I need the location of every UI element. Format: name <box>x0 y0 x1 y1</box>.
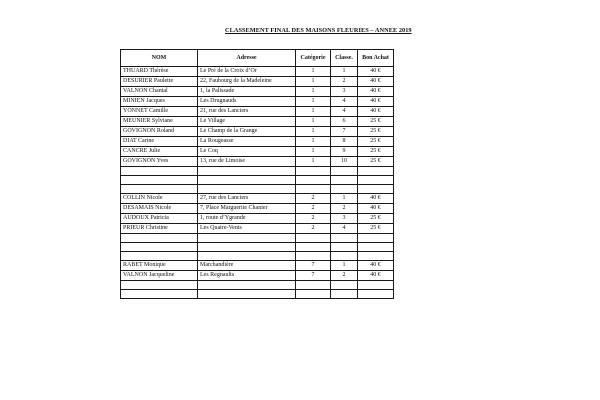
cell-nom: VALNON Chantal <box>121 87 198 97</box>
cell-bon-achat: 40 € <box>358 87 394 97</box>
blank-cell <box>296 185 331 194</box>
blank-cell <box>296 234 331 243</box>
blank-cell <box>358 290 394 299</box>
cell-nom: DESAMAIS Nicole <box>121 204 198 214</box>
cell-bon-achat: 40 € <box>358 194 394 204</box>
table-row <box>121 214 394 224</box>
cell-classe: 3 <box>331 214 358 224</box>
blank-cell <box>198 281 296 290</box>
cell-categorie: 2 <box>296 194 331 204</box>
table-row <box>121 127 394 137</box>
blank-row <box>121 243 394 252</box>
blank-cell <box>331 234 358 243</box>
cell-classe: 4 <box>331 107 358 117</box>
blank-row <box>121 185 394 194</box>
header-bon-achat: Bon Achat <box>358 50 394 67</box>
header-classe: Classe. <box>331 50 358 67</box>
results-table <box>120 49 394 299</box>
blank-cell <box>121 252 198 261</box>
cell-bon-achat: 40 € <box>358 204 394 214</box>
blank-cell <box>331 290 358 299</box>
cell-classe: 4 <box>331 224 358 234</box>
cell-nom: PRIEUR Christine <box>121 224 198 234</box>
blank-row <box>121 176 394 185</box>
table-row <box>121 107 394 117</box>
cell-nom: YONNET Camille <box>121 107 198 117</box>
cell-nom: MEUNIER Sylviane <box>121 117 198 127</box>
blank-row <box>121 281 394 290</box>
table-row <box>121 117 394 127</box>
table-row <box>121 147 394 157</box>
cell-nom: CANCRE Julie <box>121 147 198 157</box>
cell-categorie: 7 <box>296 261 331 271</box>
blank-cell <box>198 176 296 185</box>
blank-cell <box>296 290 331 299</box>
table-row <box>121 224 394 234</box>
blank-row <box>121 234 394 243</box>
cell-adresse: 1, route d’Ygrande <box>198 214 296 224</box>
blank-cell <box>331 185 358 194</box>
blank-cell <box>198 185 296 194</box>
cell-classe: 1 <box>331 67 358 77</box>
cell-classe: 1 <box>331 194 358 204</box>
cell-bon-achat: 25 € <box>358 224 394 234</box>
cell-bon-achat: 25 € <box>358 117 394 127</box>
blank-cell <box>296 281 331 290</box>
cell-bon-achat: 40 € <box>358 271 394 281</box>
cell-bon-achat: 40 € <box>358 77 394 87</box>
table-row <box>121 157 394 167</box>
cell-nom: DIAT Carine <box>121 137 198 147</box>
blank-cell <box>358 167 394 176</box>
cell-adresse: 13, rue de Limoise <box>198 157 296 167</box>
cell-bon-achat: 40 € <box>358 67 394 77</box>
blank-cell <box>121 185 198 194</box>
blank-cell <box>358 185 394 194</box>
blank-cell <box>358 281 394 290</box>
cell-categorie: 1 <box>296 147 331 157</box>
blank-cell <box>121 167 198 176</box>
cell-categorie: 1 <box>296 87 331 97</box>
cell-bon-achat: 25 € <box>358 137 394 147</box>
table-row <box>121 67 394 77</box>
blank-cell <box>198 243 296 252</box>
cell-categorie: 1 <box>296 107 331 117</box>
page-title: CLASSEMENT FINAL DES MAISONS FLEURIES – ANNEE 2019 <box>225 27 412 34</box>
blank-cell <box>198 234 296 243</box>
cell-adresse: Les Regnaults <box>198 271 296 281</box>
blank-cell <box>198 167 296 176</box>
table-row <box>121 261 394 271</box>
cell-adresse: La Rougeasse <box>198 137 296 147</box>
table-row <box>121 137 394 147</box>
cell-nom: COLLIN Nicole <box>121 194 198 204</box>
cell-classe: 8 <box>331 137 358 147</box>
blank-cell <box>331 167 358 176</box>
blank-cell <box>296 176 331 185</box>
blank-cell <box>296 252 331 261</box>
cell-adresse: Marchandière <box>198 261 296 271</box>
header-nom: NOM <box>121 50 198 67</box>
table-row <box>121 87 394 97</box>
cell-adresse: 27, rue des Lanciers <box>198 194 296 204</box>
blank-cell <box>198 252 296 261</box>
cell-bon-achat: 25 € <box>358 214 394 224</box>
cell-adresse: Les Drugnauds <box>198 97 296 107</box>
table-row <box>121 194 394 204</box>
blank-cell <box>198 290 296 299</box>
results-body <box>121 67 394 299</box>
table-row <box>121 97 394 107</box>
cell-adresse: Le Champ de la Grange <box>198 127 296 137</box>
cell-adresse: Le Coq <box>198 147 296 157</box>
header-adresse: Adresse <box>198 50 296 67</box>
cell-nom: RABET Monique <box>121 261 198 271</box>
header-categorie: Catégorie <box>296 50 331 67</box>
blank-cell <box>331 243 358 252</box>
cell-adresse: 7, Place Marguerite Chanier <box>198 204 296 214</box>
blank-cell <box>358 234 394 243</box>
cell-nom: DESURIER Paulette <box>121 77 198 87</box>
cell-categorie: 1 <box>296 97 331 107</box>
cell-categorie: 1 <box>296 117 331 127</box>
cell-categorie: 2 <box>296 214 331 224</box>
blank-cell <box>331 281 358 290</box>
blank-row <box>121 167 394 176</box>
cell-adresse: 21, rue des Lanciers <box>198 107 296 117</box>
cell-classe: 9 <box>331 147 358 157</box>
cell-categorie: 1 <box>296 127 331 137</box>
cell-bon-achat: 25 € <box>358 147 394 157</box>
cell-categorie: 2 <box>296 224 331 234</box>
cell-nom: GOVIGNON Yves <box>121 157 198 167</box>
blank-row <box>121 290 394 299</box>
cell-nom: THUARD Thérèse <box>121 67 198 77</box>
cell-categorie: 1 <box>296 137 331 147</box>
blank-cell <box>121 290 198 299</box>
cell-categorie: 1 <box>296 77 331 87</box>
cell-bon-achat: 40 € <box>358 97 394 107</box>
header-row <box>121 50 394 67</box>
cell-categorie: 2 <box>296 204 331 214</box>
cell-categorie: 1 <box>296 67 331 77</box>
cell-nom: GOVIGNON Roland <box>121 127 198 137</box>
table-row <box>121 271 394 281</box>
blank-cell <box>358 243 394 252</box>
blank-cell <box>121 243 198 252</box>
blank-row <box>121 252 394 261</box>
blank-cell <box>121 176 198 185</box>
cell-categorie: 7 <box>296 271 331 281</box>
cell-classe: 1 <box>331 261 358 271</box>
cell-bon-achat: 40 € <box>358 261 394 271</box>
cell-adresse: 22, Faubourg de la Madeleine <box>198 77 296 87</box>
table-row <box>121 77 394 87</box>
cell-classe: 4 <box>331 97 358 107</box>
cell-nom: AUDOUX Patricia <box>121 214 198 224</box>
cell-bon-achat: 40 € <box>358 107 394 117</box>
cell-categorie: 1 <box>296 157 331 167</box>
blank-cell <box>121 281 198 290</box>
blank-cell <box>121 234 198 243</box>
cell-classe: 7 <box>331 127 358 137</box>
cell-classe: 3 <box>331 87 358 97</box>
blank-cell <box>358 176 394 185</box>
cell-bon-achat: 25 € <box>358 127 394 137</box>
blank-cell <box>296 243 331 252</box>
cell-adresse: 1, la Palissade <box>198 87 296 97</box>
cell-classe: 6 <box>331 117 358 127</box>
cell-classe: 2 <box>331 204 358 214</box>
cell-adresse: Le Pré de la Croix d’Or <box>198 67 296 77</box>
cell-classe: 10 <box>331 157 358 167</box>
blank-cell <box>331 176 358 185</box>
cell-nom: VALNON Jacqueline <box>121 271 198 281</box>
table-row <box>121 204 394 214</box>
cell-classe: 2 <box>331 271 358 281</box>
blank-cell <box>331 252 358 261</box>
blank-cell <box>358 252 394 261</box>
cell-nom: MINIEN Jacques <box>121 97 198 107</box>
cell-adresse: Les Quatre-Vents <box>198 224 296 234</box>
blank-cell <box>296 167 331 176</box>
cell-classe: 2 <box>331 77 358 87</box>
cell-adresse: Le Village <box>198 117 296 127</box>
cell-bon-achat: 25 € <box>358 157 394 167</box>
